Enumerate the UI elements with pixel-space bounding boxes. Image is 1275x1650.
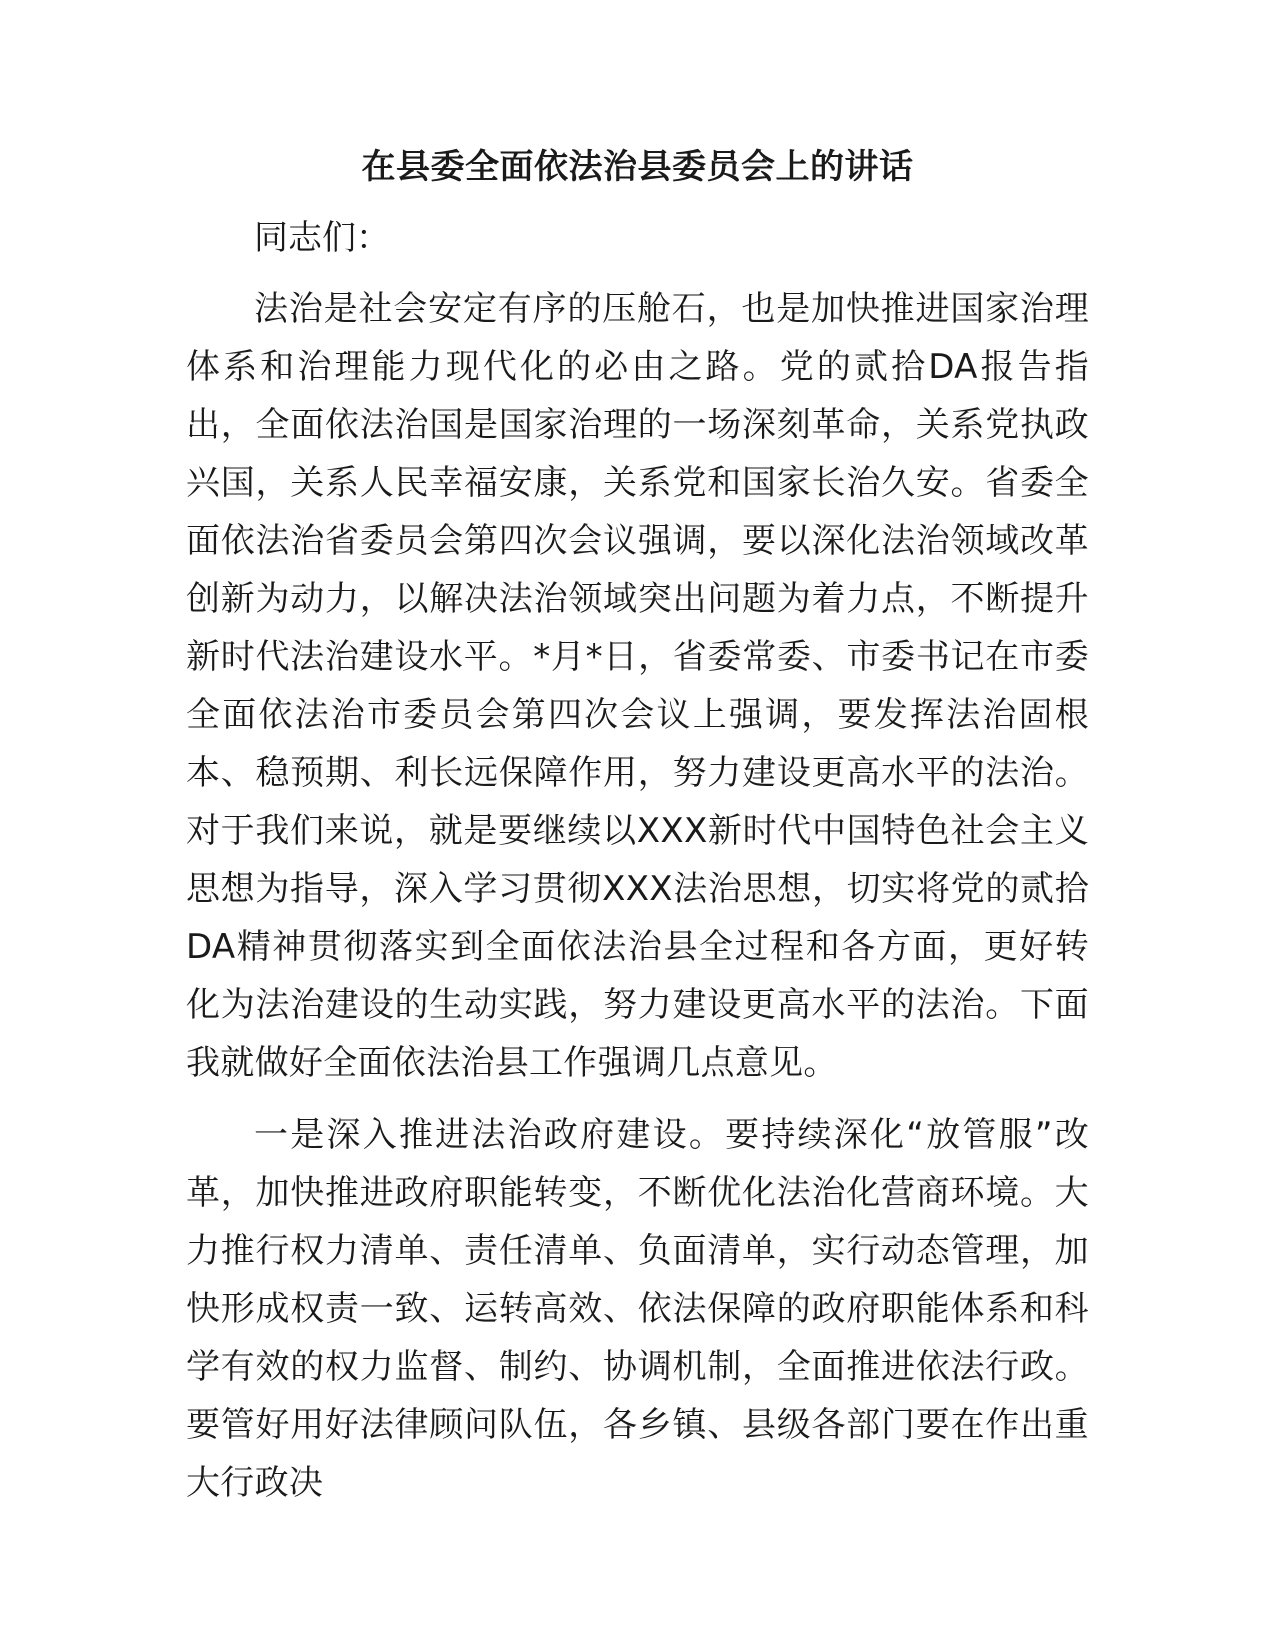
paragraph-point-one: 一是深入推进法治政府建设。要持续深化“放管服”改革，加快推进政府职能转变，不断优化法治化营商环境。大力推行权力清单、责任清单、负面清单，实行动态管理，加快形成权责一致、运转高效、依法保障的政府职能体系和科学有效的权力监督、制约、协调机制，全面推进依法行政。要管好用好法律顾问队伍，各乡镇、县级各部门要在作出重大行政决 — [186, 1115, 1089, 1503]
paragraph-intro: 法治是社会安定有序的压舱石，也是加快推进国家治理体系和治理能力现代化的必由之路。党的贰拾DA报告指出，全面依法治国是国家治理的一场深刻革命，关系党执政兴国，关系人民幸福安康，关系党和国家长治久安。省委全面依法治省委员会第四次会议强调，要以深化法治领域改革创新为动力，以解决法治领域突出问题为着力点，不断提升新时代法治建设水平。*月*日，省委常委、市委书记在市委全面依法治市委员会第四次会议上强调，要发挥法治固根本、稳预期、利长远保障作用，努力建设更高水平的法治。对于我们来说，就是要继续以XXX新时代中国特色社会主义思想为指导，深入学习贯彻XXX法治思想，切实将党的贰拾DA精神贯彻落实到全面依法治县全过程和各方面，更好转化为法治建设的生动实践，努力建设更高水平的法治。下面我就做好全面依法治县工作强调几点意见。 — [186, 289, 1089, 1083]
salutation: 同志们： — [254, 218, 390, 258]
page-title: 在县委全面依法治县委员会上的讲话 — [361, 147, 914, 187]
